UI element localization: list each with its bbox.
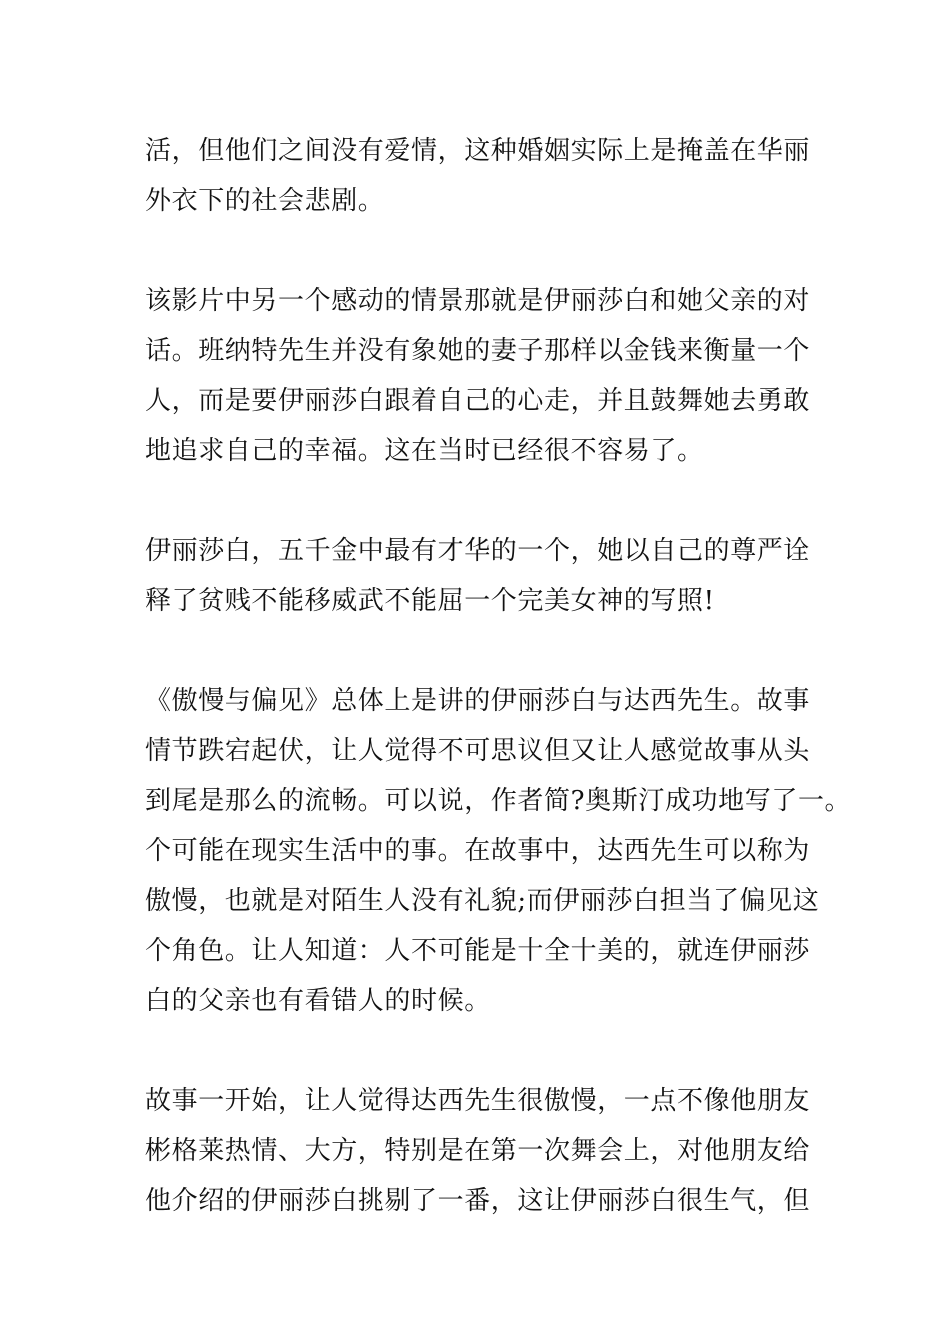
text-line: 话。班纳特先生并没有象她的妻子那样以金钱来衡量一个 [145,336,811,366]
text-line: 人，而是要伊丽莎白跟着自己的心走，并且鼓舞她去勇敢 [145,386,811,416]
text-line: 《傲慢与偏见》总体上是讲的伊丽莎白与达西先生。故事 [145,686,811,716]
text-line: 外衣下的社会悲剧。 [145,186,385,216]
text-line: 到尾是那么的流畅。可以说，作者简?奥斯汀成功地写了一。 [145,786,852,816]
text-line: 故事一开始，让人觉得达西先生很傲慢，一点不像他朋友 [145,1086,811,1116]
text-line: 个可能在现实生活中的事。在故事中，达西先生可以称为 [145,836,811,866]
text-line: 释了贫贱不能移威武不能屈一个完美女神的写照! [145,586,715,616]
text-line: 傲慢，也就是对陌生人没有礼貌;而伊丽莎白担当了偏见这 [145,886,820,916]
text-line: 地追求自己的幸福。这在当时已经很不容易了。 [145,436,704,466]
text-line: 他介绍的伊丽莎白挑剔了一番，这让伊丽莎白很生气，但 [145,1186,811,1216]
text-line: 白的父亲也有看错人的时候。 [145,986,491,1016]
text-line: 个角色。让人知道：人不可能是十全十美的，就连伊丽莎 [145,936,811,966]
text-line: 该影片中另一个感动的情景那就是伊丽莎白和她父亲的对 [145,286,811,316]
text-line: 活，但他们之间没有爱情，这种婚姻实际上是掩盖在华丽 [145,136,811,166]
text-line: 伊丽莎白，五千金中最有才华的一个，她以自己的尊严诠 [145,536,811,566]
text-line: 情节跌宕起伏，让人觉得不可思议但又让人感觉故事从头 [145,736,811,766]
text-line: 彬格莱热情、大方，特别是在第一次舞会上，对他朋友给 [145,1136,811,1166]
